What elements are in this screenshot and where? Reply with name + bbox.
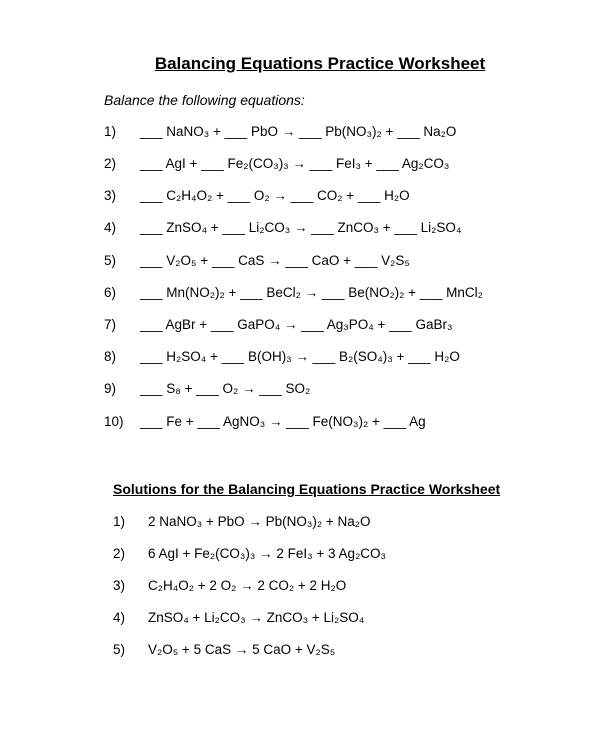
solution-number: 2) bbox=[113, 546, 126, 561]
problem-equation: ___ Mn(NO₂)₂ + ___ BeCl₂ → ___ Be(NO₂)₂ + ___ MnCl₂ bbox=[140, 285, 483, 300]
solution-equation: 6 AgI + Fe₂(CO₃)₃ → 2 FeI₃ + 3 Ag₂CO₃ bbox=[148, 546, 387, 561]
worksheet-title: Balancing Equations Practice Worksheet bbox=[154, 54, 486, 73]
solution-number: 1) bbox=[113, 514, 126, 529]
problem-number: 5) bbox=[104, 253, 117, 268]
problem-equation: ___ S₈ + ___ O₂ → ___ SO₂ bbox=[140, 381, 311, 396]
solution-number: 4) bbox=[113, 610, 126, 625]
problem-equation: ___ H₂SO₄ + ___ B(OH)₃ → ___ B₂(SO₄)₃ + ___ H₂O bbox=[140, 349, 460, 364]
solution-equation: C₂H₄O₂ + 2 O₂ → 2 CO₂ + 2 H₂O bbox=[148, 578, 347, 593]
solution-number: 5) bbox=[113, 642, 126, 657]
problem-equation: ___ C₂H₄O₂ + ___ O₂ → ___ CO₂ + ___ H₂O bbox=[140, 188, 410, 203]
problem-equation: ___ V₂O₅ + ___ CaS → ___ CaO + ___ V₂S₅ bbox=[140, 253, 410, 268]
instructions: Balance the following equations: bbox=[104, 92, 305, 108]
problem-number: 8) bbox=[104, 349, 117, 364]
problem-number: 3) bbox=[104, 188, 117, 203]
problem-number: 2) bbox=[104, 156, 117, 171]
solutions-title: Solutions for the Balancing Equations Practice Worksheet bbox=[113, 481, 501, 497]
problem-number: 6) bbox=[104, 285, 117, 300]
solution-equation: ZnSO₄ + Li₂CO₃ → ZnCO₃ + Li₂SO₄ bbox=[148, 610, 365, 625]
problem-number: 10) bbox=[104, 414, 124, 429]
problem-equation: ___ AgBr + ___ GaPO₄ → ___ Ag₃PO₄ + ___ GaBr₃ bbox=[140, 317, 453, 332]
problem-equation: ___ Fe + ___ AgNO₃ → ___ Fe(NO₃)₂ + ___ Ag bbox=[140, 414, 426, 429]
solution-number: 3) bbox=[113, 578, 126, 593]
problem-number: 9) bbox=[104, 381, 117, 396]
problem-number: 1) bbox=[104, 124, 117, 139]
solution-equation: V₂O₅ + 5 CaS → 5 CaO + V₂S₅ bbox=[148, 642, 336, 657]
solution-equation: 2 NaNO₃ + PbO → Pb(NO₃)₂ + Na₂O bbox=[148, 514, 371, 529]
problem-number: 7) bbox=[104, 317, 117, 332]
problem-equation: ___ NaNO₃ + ___ PbO → ___ Pb(NO₃)₂ + ___ Na₂O bbox=[140, 124, 457, 139]
problem-equation: ___ AgI + ___ Fe₂(CO₃)₃ → ___ FeI₃ + ___ Ag₂CO₃ bbox=[140, 156, 450, 171]
problem-equation: ___ ZnSO₄ + ___ Li₂CO₃ → ___ ZnCO₃ + ___ Li₂SO₄ bbox=[140, 220, 462, 235]
problem-number: 4) bbox=[104, 220, 117, 235]
